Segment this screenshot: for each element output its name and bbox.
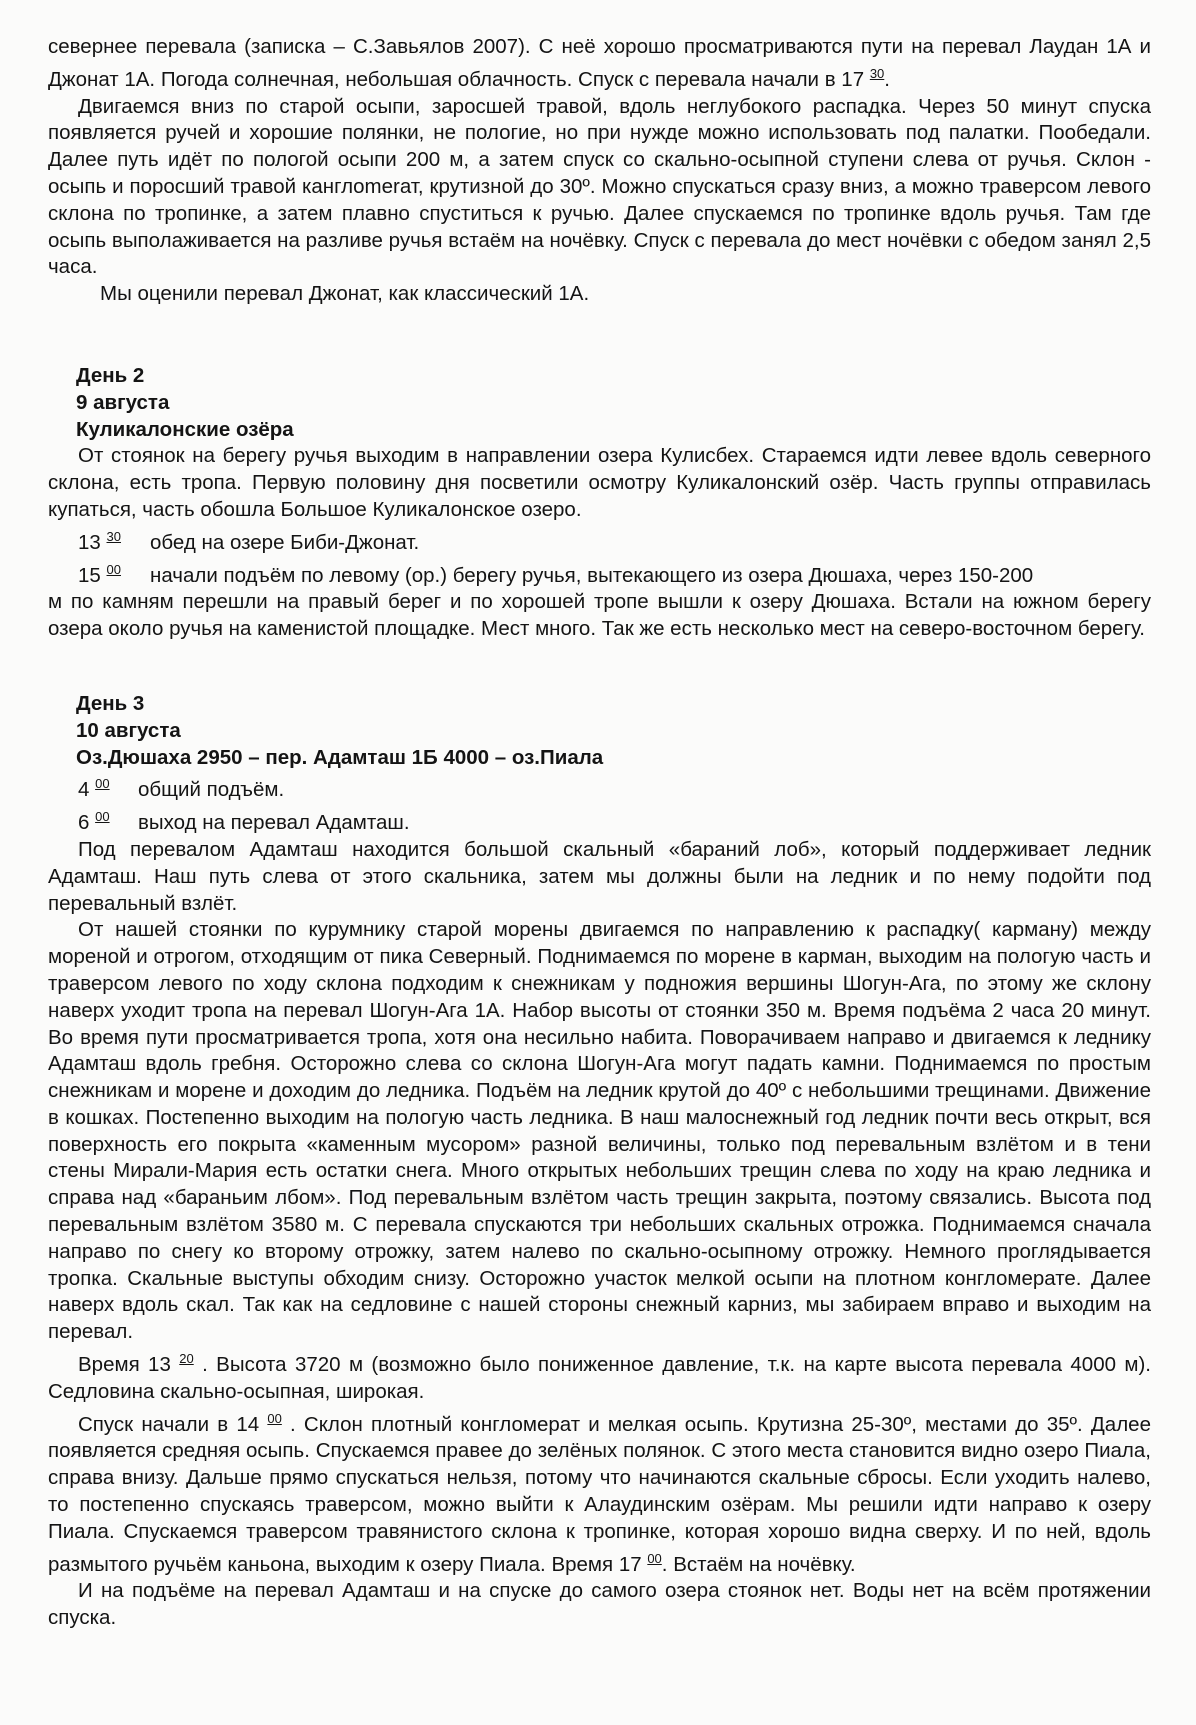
day3-paragraph-5: И на подъёме на перевал Адамташ и на спуске до самого озера стоянок нет. Воды нет на всём протяжении спуска.: [48, 1579, 1151, 1630]
day3-paragraph-1: Под перевалом Адамташ находится большой скальный «бараний лоб», который поддерживает ледник Адамташ. Наш путь слева от этого скальника, затем мы должны были на ледник и по нему подойти под перевальный взлёт.: [48, 837, 1151, 915]
day2-item-1-hour: 13: [78, 530, 101, 554]
intro-paragraph-2: Двигаемся вниз по старой осыпи, заросшей травой, вдоль неглубокого распадка. Через 50 минут спуска появляется ручей и хорошие полянки, не пологие, но при нужде можно использовать под палатки. Пообедали. Далее путь идёт по пологой осыпи 200 м, а затем спуск со скально-осыпной ступени слева от ручья. Склон - осыпь и поросший травой канглomerат, крутизной до 30º. Можно спускаться сразу вниз, а можно траверсом левого склона по тропинке, а затем плавно спуститься к ручью. Далее спускаемся по тропинке вдоль ручья. Там где осыпь выполаживается на разливе ручья встаём на ночёвку. Спуск с перевала до мест ночёвки с обедом занял 2,5 часа.: [48, 94, 1151, 279]
day3-item-2-hour: 6: [78, 811, 90, 835]
intro-p1-time-sup: 30: [869, 65, 885, 81]
day3-route: Оз.Дюшаха 2950 – пер. Адамташ 1Б 4000 – оз.Пиала: [76, 745, 604, 769]
day3-paragraph-2: От нашей стоянки по курумнику старой морены двигаемся по направлению к распадку( карману) между мореной и отрогом, отходящим от пика Северный. Поднимаемся по морене в карман, выходим на пологую часть и траверсом левого по ходу склона подходим к снежникам у подножия вершины Шогун-Ага, по этому же склону наверх уходит тропа на перевал Шогун-Ага 1А. Набор высоты от стоянки 350 м. Время подъёма 2 часа 20 минут. Во время пути просматривается тропа, хотя она несильно набита. Поворачиваем направо и двигаемся к леднику Адамташ вдоль гребня. Осторожно слева со склона Шогун-Ага могут падать камни. Поднимаемся по простым снежникам и морене и доходим до ледника. Подъём на ледник крутой до 40º с небольшими трещинами. Движение в кошках. Постепенно выходим на пологую часть ледника. В наш малоснежный год ледник почти весь открыт, вся поверхность его покрыта «каменным мусором» разной величины, только под перевальным взлётом и в тени стены Мирали-Мария есть остатки снега. Много открытых небольших трещин слева по ходу на краю ледника и справа над «бараньим лбом». Под перевальным взлётом часть трещин закрыта, поэтому связались. Высота под перевальным взлётом 3580 м. С перевала спускаются три небольших скальных отрожка. Поднимаемся сначала направо по снегу ко второму отрожку, затем налево по скально-осыпному отрожку. Немного проглядывается тропка. Скальные выступы обходим снизу. Осторожно участок мелкой осыпи на плотном конгломерате. Далее наверх вдоль скал. Так как на седловине с нашей стороны снежный карниз, мы забираем вправо и выходим на перевал.: [48, 918, 1151, 1344]
day3-p4-post2: . Встаём на ночёвку.: [661, 1552, 856, 1576]
day2-date: 9 августа: [76, 390, 170, 414]
day3-p3-post: . Высота 3720 м (возможно было пониженное давление, т.к. на карте высота перевала 4000 м). Седловина скально-осыпная, широкая.: [48, 1353, 1151, 1403]
day3-p4-post: . Склон плотный конгломерат и мелкая осыпь. Крутизна 25-30º, местами до 35º. Далее появляется средняя осыпь. Спускаемся правее до зелёных полянок. С этого места становится видно озеро Пиала, справа внизу. Дальше прямо спускаться нельзя, потому что начинаются скальные сбросы. Если уходить налево, то постепенно спускаясь траверсом, можно выйти к Алаудинским озёрам. Мы решили идти направо к озеру Пиала. Спускаемся траверсом травянистого склона к тропинке, которая хорошо видна сверху. И по ней, вдоль размытого ручьём каньона, выходим к озеру Пиала. Время 17: [48, 1412, 1151, 1576]
day3-item-1-min: 00: [95, 776, 110, 792]
day3-item-1-hour: 4: [78, 778, 90, 802]
day2-item-1-text: обед на озере Биби-Джонат.: [150, 530, 420, 554]
day2-title: День 2: [76, 363, 145, 387]
day2-route: Куликалонские озёра: [76, 417, 294, 441]
day3-p4-sup: 00: [267, 1410, 282, 1426]
day2-item-1: [78, 524, 1151, 557]
section-gap: [48, 308, 1151, 363]
day3-p4-sup2: 00: [647, 1550, 662, 1566]
intro-paragraph-1: [48, 34, 1151, 94]
day2-paragraph-1: От стоянок на берегу ручья выходим в направлении озера Кулисбех. Стараемся идти левее вдоль северного склона, есть тропа. Первую половину дня посветили осмотру Куликалонский озёр. Часть группы отправилась купаться, часть обошла Большое Куликалонское озеро.: [48, 444, 1151, 521]
day3-item-1: [78, 771, 1151, 804]
day2-item-2-min: 00: [106, 561, 121, 577]
day3-title: День 3: [76, 691, 145, 715]
day3-paragraph-4: [48, 1406, 1151, 1579]
intro-p1-text: севернее перевала (записка – С.Завьялов 2007). С неё хорошо просматриваются пути на перевал Лаудан 1А и Джонат 1А. Погода солнечная, небольшая облачность. Спуск с перевала начали в 17: [48, 35, 1151, 91]
day3-item-2: [78, 804, 1151, 837]
day3-item-2-text: выход на перевал Адамташ.: [138, 811, 410, 835]
day3-item-2-min: 00: [95, 809, 110, 825]
day2-paragraph-2: м по камням перешли на правый берег и по хорошей тропе вышли к озеру Дюшаха. Встали на южном берегу озера около ручья на каменистой площадке. Мест много. Так же есть несколько мест на северо-восточном берегу.: [48, 590, 1151, 641]
day2-item-1-min: 30: [106, 528, 121, 544]
section-gap: [48, 643, 1151, 691]
day3-p3-pre: Время 13: [78, 1353, 171, 1377]
day2-item-2-text: начали подъём по левому (ор.) берегу ручья, вытекающего из озера Дюшаха, через 150-200: [150, 563, 1034, 587]
day3-p3-sup: 20: [179, 1351, 194, 1367]
day3-item-1-text: общий подъём.: [138, 778, 285, 802]
intro-paragraph-3: Мы оценили перевал Джонат, как классический 1А.: [100, 282, 590, 306]
day3-date: 10 августа: [76, 718, 181, 742]
intro-p1-end: .: [884, 67, 890, 91]
day2-item-2: [78, 557, 1151, 590]
day3-p4-pre: Спуск начали в 14: [78, 1412, 260, 1436]
day2-item-2-hour: 15: [78, 563, 101, 587]
day3-paragraph-3: [48, 1346, 1151, 1406]
